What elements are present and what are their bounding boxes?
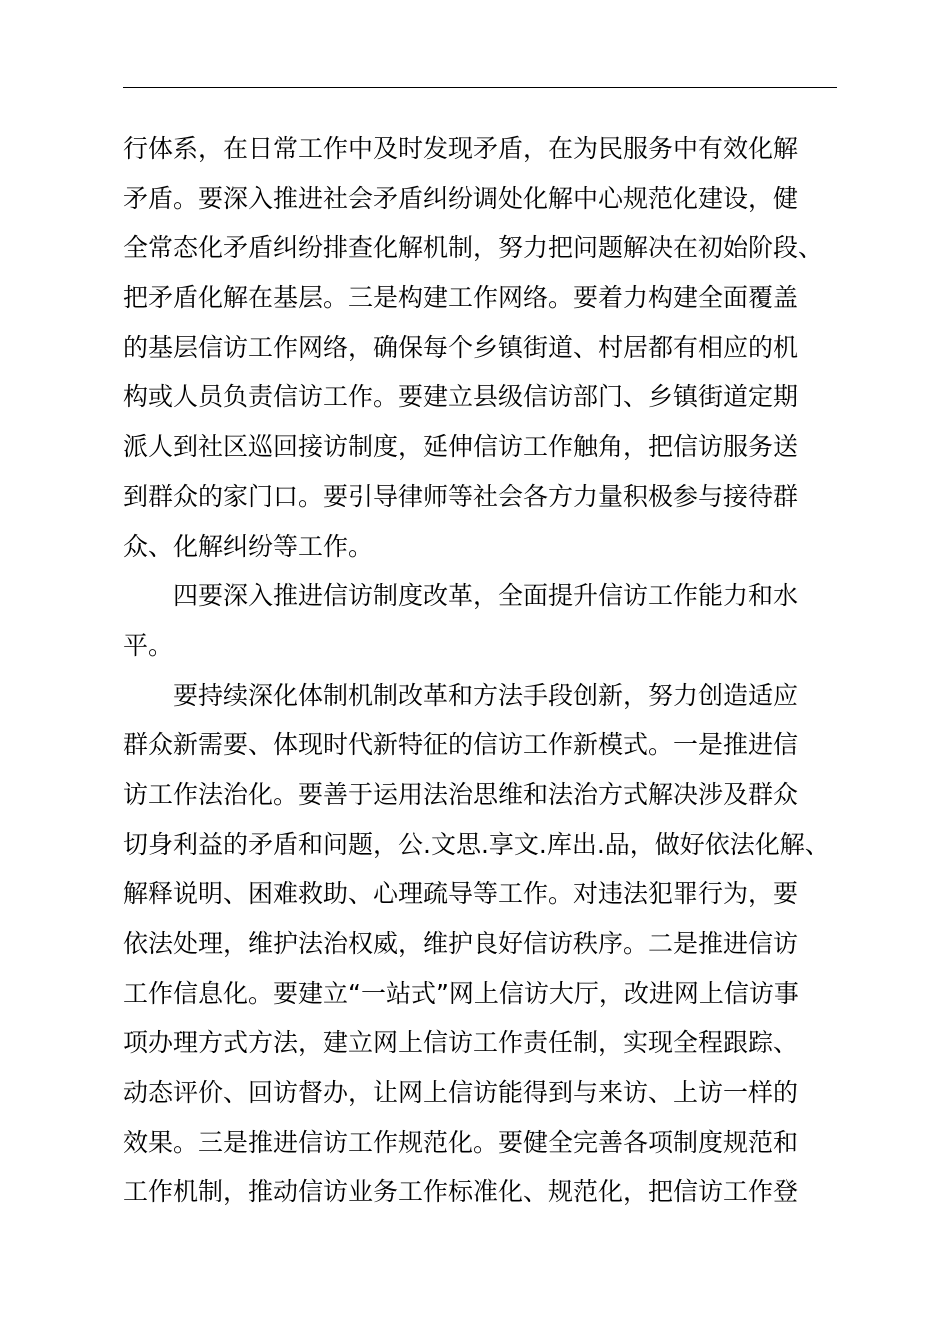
text-line: 群众新需要、体现时代新特征的信访工作新模式。一是推进信	[123, 730, 799, 760]
text-line: 项办理方式方法，建立网上信访工作责任制，实现全程跟踪、	[123, 1028, 799, 1058]
section-heading-line: 四要深入推进信访制度改革，全面提升信访工作能力和水	[173, 581, 799, 611]
text-line: 行体系，在日常工作中及时发现矛盾，在为民服务中有效化解	[123, 134, 799, 163]
document-body	[123, 124, 839, 1217]
text-line: 动态评价、回访督办，让网上信访能得到与来访、上访一样的	[123, 1078, 799, 1108]
text-line: 到群众的家门口。要引导律师等社会各方力量积极参与接待群	[123, 481, 799, 511]
text-line: 众、化解纠纷等工作。	[123, 531, 374, 561]
text-line: 构或人员负责信访工作。要建立县级信访部门、乡镇街道定期	[123, 382, 799, 412]
text-line: 访工作法治化。要善于运用法治思维和法治方式解决涉及群众	[123, 779, 799, 809]
text-line: 全常态化矛盾纠纷排查化解机制，努力把问题解决在初始阶段、	[123, 233, 824, 263]
text-line: 工作信息化。要建立“一站式”网上信访大厅，改进网上信访事	[123, 978, 799, 1008]
text-line: 切身利益的矛盾和问题，公.文思.享文.库出.品，做好依法化解、	[123, 829, 830, 859]
header-rule	[123, 87, 837, 88]
text-line: 的基层信访工作网络，确保每个乡镇街道、村居都有相应的机	[123, 332, 799, 362]
text-line: 解释说明、困难救助、心理疏导等工作。对违法犯罪行为，要	[123, 879, 799, 909]
text-line: 工作机制，推动信访业务工作标准化、规范化，把信访工作登	[123, 1177, 799, 1207]
text-line: 派人到社区巡回接访制度，延伸信访工作触角，把信访服务送	[123, 432, 799, 462]
text-line: 依法处理，维护法治权威，维护良好信访秩序。二是推进信访	[123, 929, 799, 958]
text-line: 要持续深化体制机制改革和方法手段创新，努力创造适应	[173, 680, 799, 710]
text-line: 把矛盾化解在基层。三是构建工作网络。要着力构建全面覆盖	[123, 283, 799, 313]
section-heading-line: 平。	[123, 630, 174, 660]
text-line: 效果。三是推进信访工作规范化。要健全完善各项制度规范和	[123, 1127, 799, 1157]
text-line: 矛盾。要深入推进社会矛盾纠纷调处化解中心规范化建设，健	[123, 183, 799, 213]
